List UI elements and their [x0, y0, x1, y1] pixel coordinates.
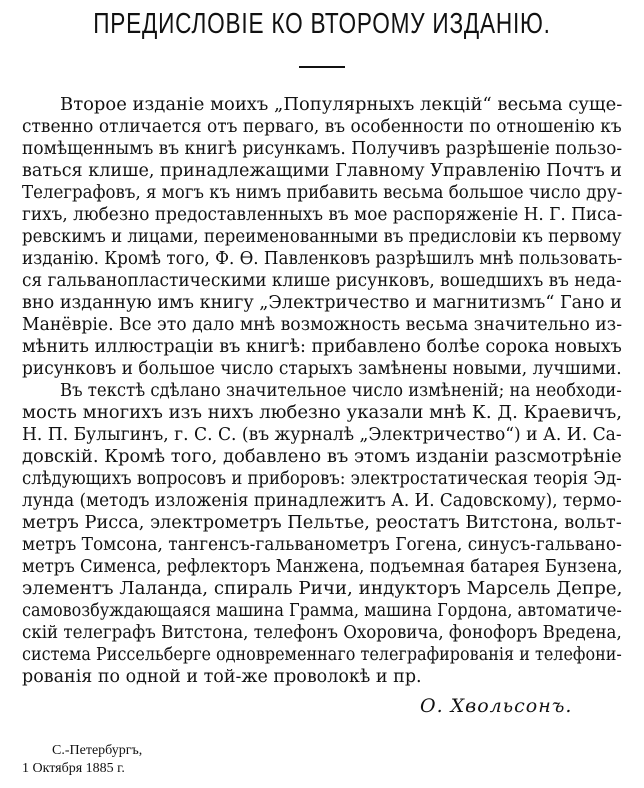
text-line: ревскимъ и лицами, переименованными въ предисловіи къ первому: [22, 227, 622, 247]
text-line: гихъ, любезно предоставленныхъ въ мое распоряженіе Н. Г. Писа-: [22, 205, 622, 225]
text-line: Въ текстѣ сдѣлано значительное число измѣненій; на необходи-: [60, 381, 622, 401]
text-line: метръ Томсона, тангенсъ-гальванометръ Гогена, синусъ-гальвано-: [22, 535, 622, 555]
text-line: лунда (методъ изложенія принадлежитъ А. И. Садовскому), термо-: [22, 491, 622, 511]
text-line: довскій. Кромѣ того, добавлено въ этомъ изданіи разсмотрѣніе: [22, 447, 622, 467]
title-divider: [299, 66, 345, 68]
text-line: мость многихъ изъ нихъ любезно указали мнѣ К. Д. Краевичъ,: [22, 403, 622, 423]
text-line: рисунковъ и большое число старыхъ замѣнены новыми, лучшими.: [22, 359, 622, 379]
text-line: система Риссельберге одновременнаго телеграфированія и телефони-: [22, 645, 622, 665]
text-line: ся гальванопластическими клише рисунковъ, вошедшихъ въ неда-: [22, 271, 622, 291]
author-signature: О. Хвольсонъ.: [420, 695, 573, 717]
text-line: метръ Рисса, электрометръ Пельтье, реостатъ Витстона, вольт-: [22, 513, 622, 533]
text-line: метръ Сименса, рефлекторъ Манжена, подъемная батарея Бунзена,: [22, 557, 622, 577]
date-line: 1 Октября 1885 г.: [22, 761, 125, 776]
text-line: мѣнить иллюстраціи въ книгѣ: прибавлено болѣе сорока новыхъ: [22, 337, 622, 357]
text-line: помѣщеннымъ въ книгѣ рисункамъ. Получивъ разрѣшеніе пользо-: [22, 139, 622, 159]
text-line: ственно отличается отъ перваго, въ особенности по отношенію къ: [22, 117, 622, 137]
text-line: скій телеграфъ Витстона, телефонъ Охоровича, фонофоръ Вредена,: [22, 623, 622, 643]
text-line: Н. П. Булыгинъ, г. С. С. (въ журналѣ „Электричество“) и А. И. Са-: [22, 425, 622, 445]
text-line: элементъ Лаланда, спираль Ричи, индукторъ Марсель Депре,: [22, 579, 622, 599]
text-line: самовозбуждающаяся машина Грамма, машина Гордона, автоматиче-: [22, 601, 622, 621]
text-line: ваться клише, принадлежащими Главному Управленію Почтъ и: [22, 161, 622, 181]
text-line: Телеграфовъ, я могъ къ нимъ прибавить весьма большое число дру-: [22, 183, 622, 203]
text-line: вно изданную имъ книгу „Электричество и магнитизмъ“ Гано и: [22, 293, 622, 313]
text-line: изданію. Кромѣ того, Ф. Ѳ. Павленковъ разрѣшилъ мнѣ пользовать-: [22, 249, 622, 269]
place-line: С.-Петербургъ,: [52, 743, 143, 758]
text-line: рованія по одной и той-же проволокѣ и пр.: [22, 667, 422, 687]
text-line: Манёвріе. Все это дало мнѣ возможность весьма значительно из-: [22, 315, 622, 335]
document-title: ПРЕДИСЛОВІЕ КО ВТОРОМУ ИЗДАНІЮ.: [93, 8, 551, 40]
text-line: Второе изданіе моихъ „Популярныхъ лекцій“ весьма суще-: [60, 95, 622, 115]
text-line: слѣдующихъ вопросовъ и приборовъ: электростатическая теорія Эд-: [22, 469, 622, 489]
